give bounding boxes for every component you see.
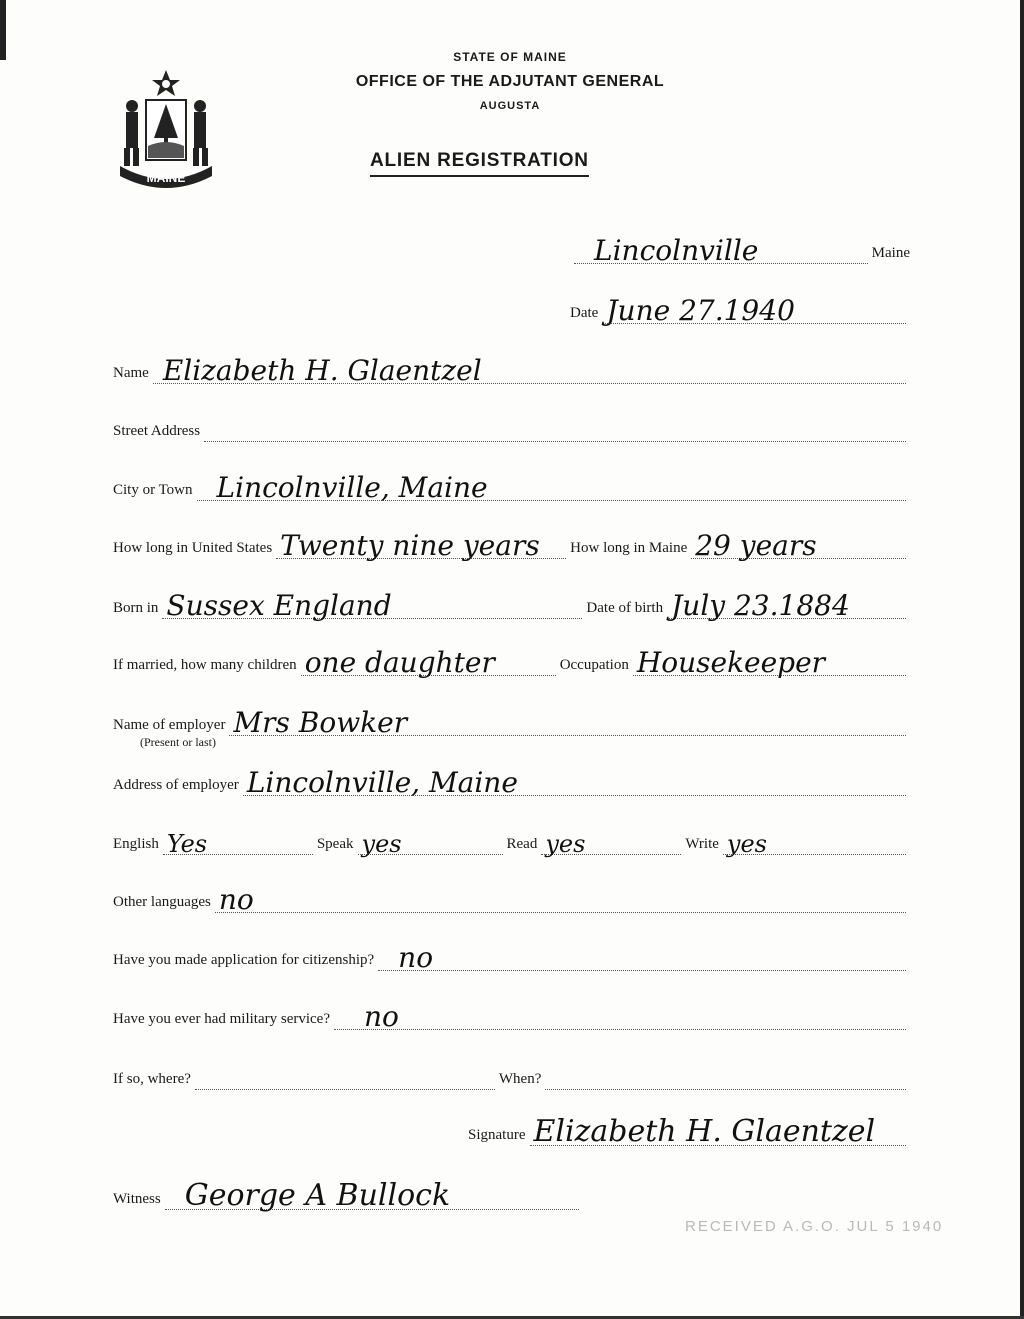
other-languages-label: Other languages	[113, 894, 211, 910]
dob-value: July 23.1884	[671, 589, 850, 622]
how-long-maine-field[interactable]	[691, 528, 906, 562]
occupation-field[interactable]	[633, 645, 906, 679]
where-label: If so, where?	[113, 1071, 191, 1087]
witness-row	[113, 1176, 583, 1213]
military-row	[113, 996, 910, 1033]
employer-field[interactable]	[229, 705, 906, 739]
name-value: Elizabeth H. Glaentzel	[162, 354, 482, 387]
street-label: Street Address	[113, 423, 201, 439]
date-field[interactable]	[602, 293, 906, 327]
military-field[interactable]	[334, 999, 906, 1033]
dob-label: Date of birth	[586, 600, 664, 616]
town-suffix: Maine	[871, 245, 910, 261]
header-office: OFFICE OF THE ADJUTANT GENERAL	[355, 73, 665, 90]
signature-value: Elizabeth H. Glaentzel	[533, 1114, 876, 1149]
town-value: Lincolnville	[594, 234, 759, 267]
read-label: Read	[506, 836, 538, 852]
date-row	[570, 290, 910, 327]
family-row	[113, 642, 910, 679]
children-value: one daughter	[304, 646, 495, 679]
citizenship-label: Have you made application for citizenship?	[113, 952, 375, 968]
header-city: AUGUSTA	[479, 100, 541, 112]
when-label: When?	[498, 1071, 542, 1087]
english-value: Yes	[166, 830, 208, 858]
speak-field[interactable]	[358, 824, 503, 858]
name-label: Name	[113, 365, 149, 381]
how-long-maine-value: 29 years	[695, 529, 817, 562]
city-value: Lincolnville, Maine	[216, 471, 488, 504]
name-field[interactable]	[153, 353, 906, 387]
street-field[interactable]	[204, 411, 906, 442]
english-field[interactable]	[163, 824, 313, 858]
town-field[interactable]	[574, 233, 868, 267]
city-label: City or Town	[113, 482, 193, 498]
english-label: English	[113, 836, 159, 852]
read-field[interactable]	[541, 824, 681, 858]
date-value: June 27.1940	[606, 294, 795, 327]
city-field[interactable]	[197, 470, 906, 504]
scan-edge-left	[0, 0, 6, 60]
where-field[interactable]	[195, 1059, 495, 1090]
maine-seal-icon	[112, 68, 220, 190]
born-in-field[interactable]	[162, 588, 582, 622]
city-row	[113, 467, 910, 504]
birth-row	[113, 585, 910, 622]
witness-field[interactable]	[165, 1178, 579, 1213]
scan-edge-right	[1020, 0, 1024, 1319]
citizenship-field[interactable]	[378, 940, 906, 974]
employer-address-field[interactable]	[243, 765, 906, 799]
employer-address-label: Address of employer	[113, 777, 239, 793]
how-long-us-label: How long in United States	[113, 540, 273, 556]
how-long-us-field[interactable]	[276, 528, 566, 562]
street-row	[113, 408, 910, 442]
service-detail-row	[113, 1056, 910, 1090]
citizenship-row	[113, 937, 910, 974]
read-value: yes	[545, 830, 586, 858]
town-row	[570, 230, 910, 267]
form-title: ALIEN REGISTRATION	[370, 150, 589, 177]
employer-value: Mrs Bowker	[233, 706, 408, 739]
other-languages-row	[113, 879, 910, 916]
speak-value: yes	[361, 830, 402, 858]
language-row	[113, 821, 910, 858]
occupation-label: Occupation	[559, 657, 629, 673]
military-label: Have you ever had military service?	[113, 1011, 330, 1027]
occupation-value: Housekeeper	[636, 646, 826, 679]
citizenship-value: no	[398, 941, 434, 974]
received-stamp: RECEIVED A.G.O. JUL 5 1940	[685, 1218, 944, 1235]
military-value: no	[364, 1000, 399, 1033]
how-long-us-value: Twenty nine years	[280, 529, 540, 562]
witness-label: Witness	[113, 1191, 161, 1207]
when-field[interactable]	[545, 1059, 906, 1090]
signature-row	[468, 1112, 910, 1149]
write-field[interactable]	[723, 824, 906, 858]
born-in-label: Born in	[113, 600, 159, 616]
dob-field[interactable]	[667, 588, 906, 622]
witness-value: George A Bullock	[184, 1178, 451, 1213]
write-label: Write	[685, 836, 719, 852]
header-state: STATE OF MAINE	[453, 50, 567, 64]
employer-address-row	[113, 762, 910, 799]
seal-text: MAINE	[146, 171, 186, 185]
residence-row	[113, 525, 910, 562]
children-field[interactable]	[301, 645, 556, 679]
speak-label: Speak	[316, 836, 354, 852]
children-label: If married, how many children	[113, 657, 297, 673]
other-languages-field[interactable]	[215, 882, 906, 916]
how-long-maine-label: How long in Maine	[570, 540, 688, 556]
write-value: yes	[726, 830, 767, 858]
born-in-value: Sussex England	[166, 589, 392, 622]
signature-label: Signature	[468, 1127, 526, 1143]
date-label: Date	[570, 305, 599, 321]
employer-sublabel: (Present or last)	[140, 735, 216, 749]
other-languages-value: no	[218, 883, 254, 916]
employer-row	[113, 702, 910, 739]
employer-address-value: Lincolnville, Maine	[246, 766, 518, 799]
name-row	[113, 350, 910, 387]
signature-field[interactable]	[530, 1114, 907, 1149]
employer-label: Name of employer	[113, 717, 226, 733]
